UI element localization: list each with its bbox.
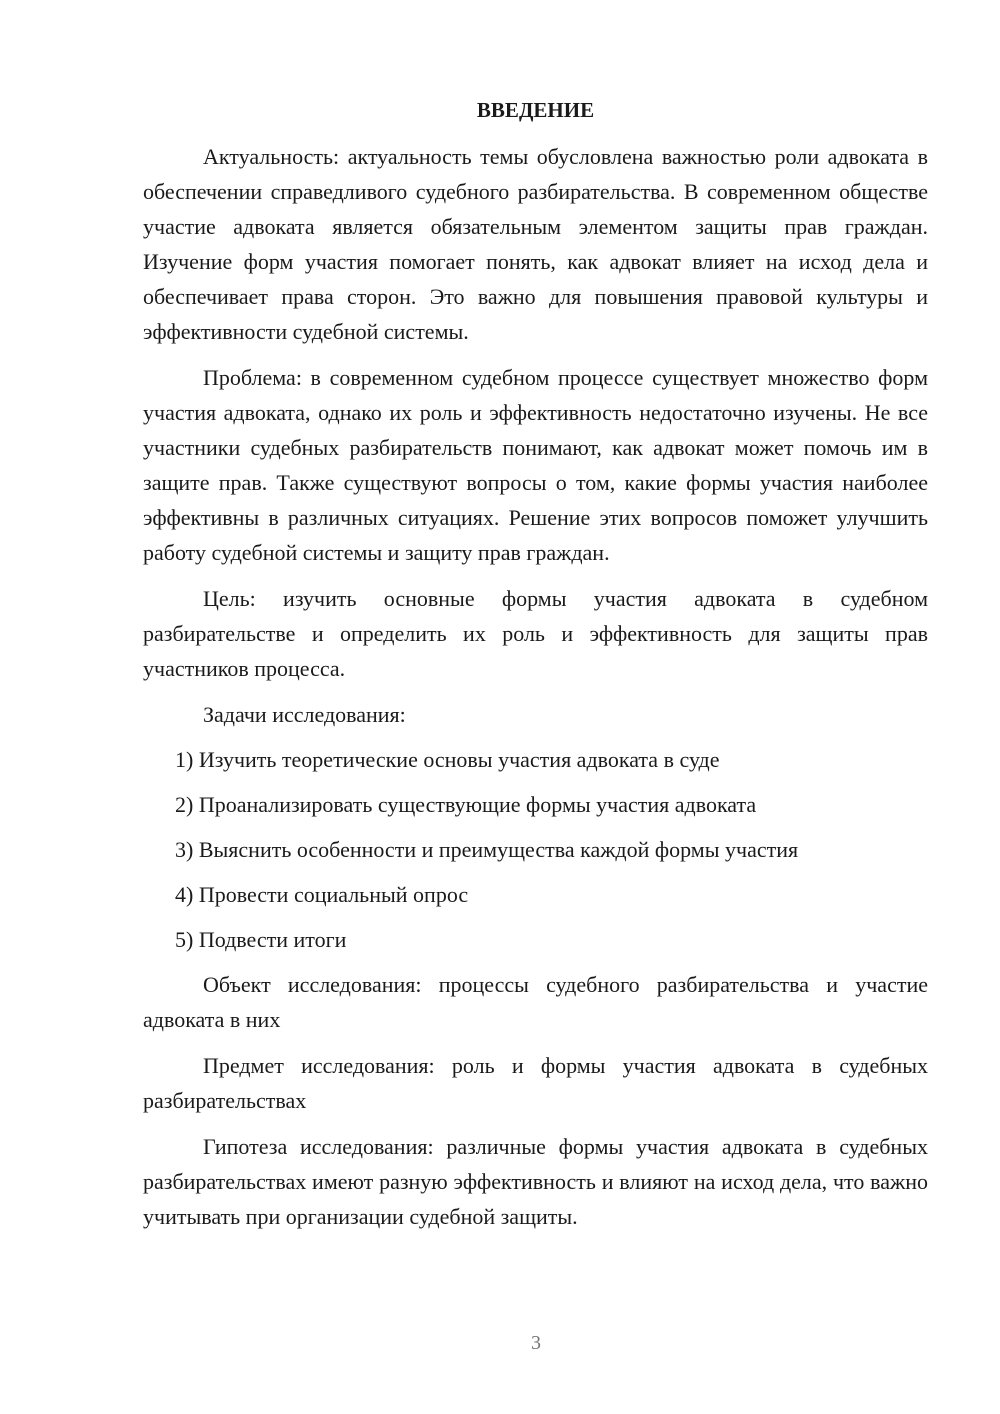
relevance-paragraph: Актуальность: актуальность темы обусловлена важностью роли адвоката в обеспечении справедливого судебного разбирательства. В современном обществе участие адвоката является обязательным элементом защиты прав граждан. Изучение форм участия помогает понять, как адвокат влияет на исход дела и обеспечивает права сторон. Это важно для повышения правовой культуры и эффективности судебной системы. (143, 144, 928, 344)
document-page (143, 96, 928, 1245)
subject-paragraph: Предмет исследования: роль и формы участия адвоката в судебных разбирательствах (143, 1053, 928, 1113)
task-item-2: 2) Проанализировать существующие формы участия адвоката (175, 792, 757, 817)
task-item-5: 5) Подвести итоги (175, 927, 347, 952)
tasks-list (143, 742, 928, 957)
task-item-3: 3) Выяснить особенности и преимущества каждой формы участия (175, 837, 799, 862)
section-title: ВВЕДЕНИЕ (476, 98, 595, 122)
object-paragraph: Объект исследования: процессы судебного разбирательства и участие адвоката в них (143, 972, 928, 1032)
task-item-4: 4) Провести социальный опрос (175, 882, 469, 907)
tasks-heading: Задачи исследования: (203, 702, 406, 727)
goal-paragraph: Цель: изучить основные формы участия адвоката в судебном разбирательстве и определить их роль и эффективность для защиты прав участников процесса. (143, 586, 928, 681)
page-number: 3 (531, 1332, 541, 1354)
problem-paragraph: Проблема: в современном судебном процессе существует множество форм участия адвоката, однако их роль и эффективность недостаточно изучены. Не все участники судебных разбирательств понимают, как адвокат может помочь им в защите прав. Также существуют вопросы о том, какие формы участия наиболее эффективны в различных ситуациях. Решение этих вопросов поможет улучшить работу судебной системы и защиту прав граждан. (143, 365, 928, 565)
task-item-1: 1) Изучить теоретические основы участия адвоката в суде (175, 747, 720, 772)
hypothesis-paragraph: Гипотеза исследования: различные формы участия адвоката в судебных разбирательствах имеют разную эффективность и влияют на исход дела, что важно учитывать при организации судебной защиты. (143, 1134, 928, 1229)
